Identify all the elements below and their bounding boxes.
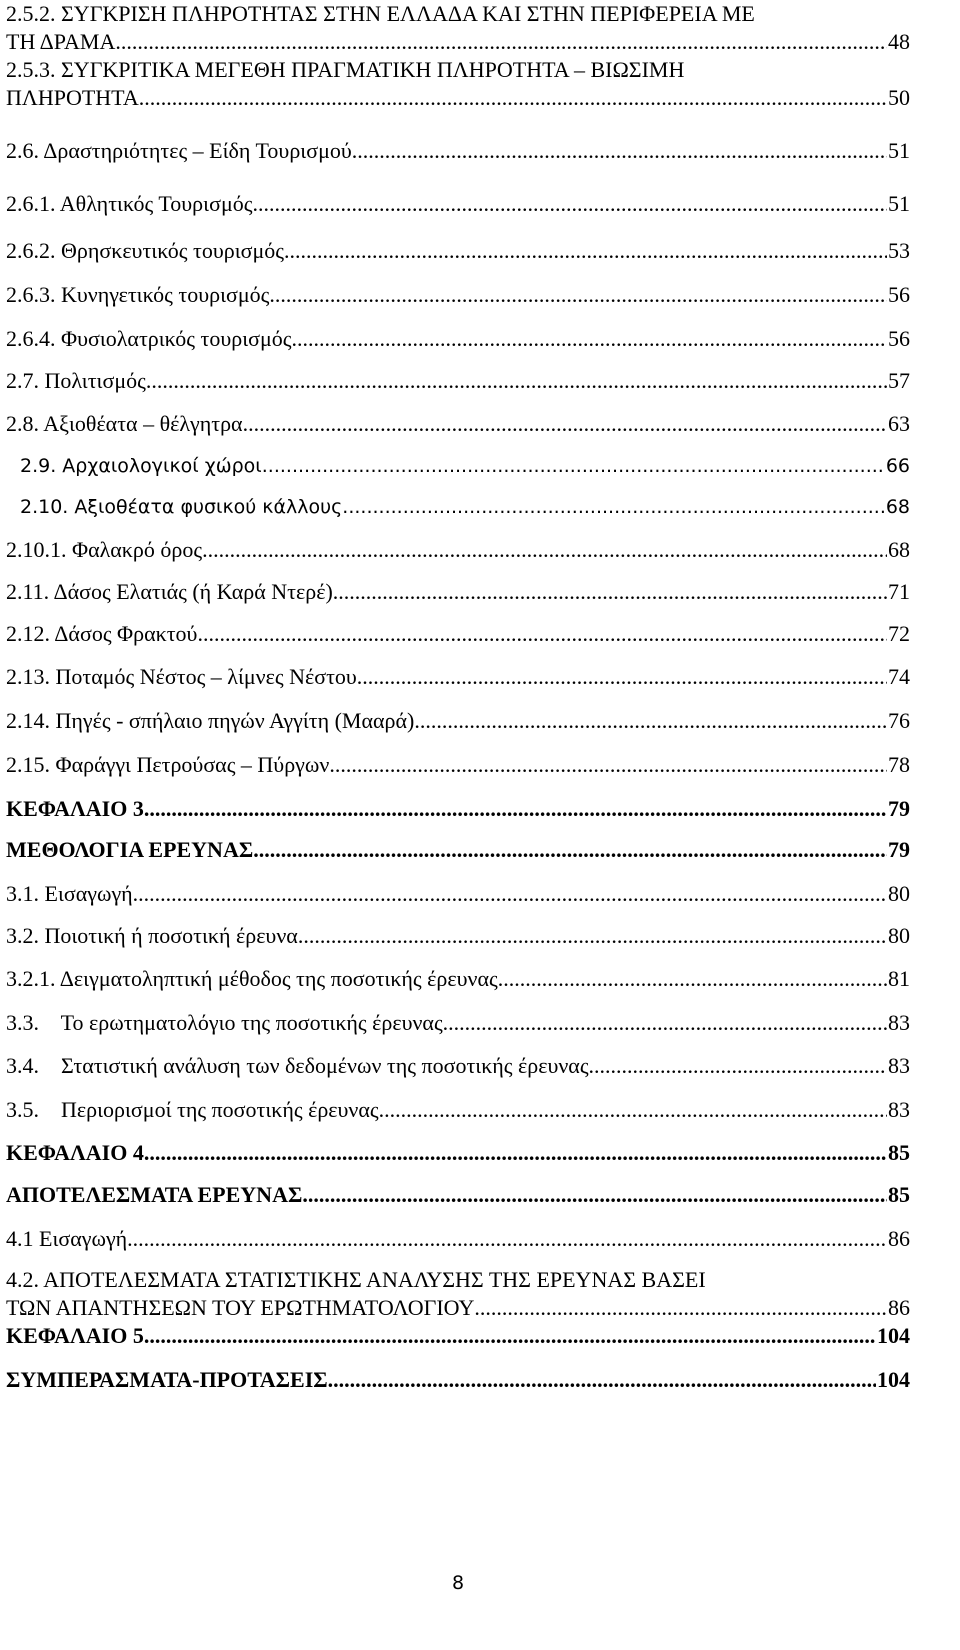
toc-entry[interactable]: [20, 452, 910, 480]
toc-entry-title-line1: 2.5.2. ΣΥΓΚΡΙΣΗ ΠΛΗΡΟΤΗΤΑΣ ΣΤΗΝ ΕΛΛΑΔΑ ΚΑΙ ΣΤΗΝ ΠΕΡΙΦΕΡΕΙΑ ΜΕ: [6, 1, 755, 26]
dot-leader: [589, 1052, 887, 1080]
toc-entry-line: [6, 1181, 910, 1209]
toc-entry-line: [6, 578, 910, 606]
toc-entry-title: 2.10.1. Φαλακρό όρος: [6, 537, 203, 562]
toc-entry-title: ΑΠΟΤΕΛΕΣΜΑΤΑ ΕΡΕΥΝΑΣ: [6, 1182, 303, 1207]
toc-entry-page: 50: [888, 85, 910, 110]
page-number: 8: [451, 1572, 465, 1594]
toc-entry[interactable]: [6, 190, 910, 218]
toc-entry-title: 4.1 Εισαγωγή: [6, 1226, 128, 1251]
toc-entry[interactable]: [6, 751, 910, 779]
toc-entry-page: 48: [888, 29, 910, 54]
toc-entry[interactable]: [6, 325, 910, 353]
toc-entry-page: 79: [888, 796, 910, 821]
toc-entry-line: [6, 28, 910, 56]
dot-leader: [115, 28, 887, 56]
toc-entry-line: [6, 325, 910, 353]
toc-entry-title: 3.5. Περιορισμοί της ποσοτικής έρευνας: [6, 1097, 379, 1122]
toc-entry-page: 78: [888, 752, 910, 777]
toc-entry-page: 53: [888, 238, 910, 263]
dot-leader: [144, 1322, 876, 1350]
dot-leader: [443, 1009, 887, 1037]
toc-entry-page: 56: [888, 326, 910, 351]
toc-entry-page: 81: [888, 966, 910, 991]
dot-leader: [292, 325, 888, 353]
toc-entry-title: 2.14. Πηγές - σπήλαιο πηγών Αγγίτη (Μααρά): [6, 708, 415, 733]
toc-entry[interactable]: [6, 707, 910, 735]
toc-entry-page: 74: [888, 664, 910, 689]
toc-entry[interactable]: [6, 663, 910, 691]
toc-entry-title: ΚΕΦΑΛΑΙΟ 5: [6, 1323, 144, 1348]
toc-entry-title: ΚΕΦΑΛΑΙΟ 3: [6, 796, 144, 821]
toc-entry-line: [6, 137, 910, 165]
toc-entry-line: [6, 1139, 910, 1167]
dot-leader: [284, 237, 887, 265]
toc-entry-title: ΚΕΦΑΛΑΙΟ 4: [6, 1140, 144, 1165]
dot-leader: [262, 452, 885, 480]
toc-entry-title: 3.2.1. Δειγματοληπτική μέθοδος της ποσοτικής έρευνας: [6, 966, 498, 991]
toc-entry[interactable]: [6, 1009, 910, 1037]
dot-leader: [414, 707, 887, 735]
toc-entry-title: ΜΕΘΟΛΟΓΙΑ ΕΡΕΥΝΑΣ: [6, 837, 254, 862]
toc-entry-title: 2.6.3. Κυνηγετικός τουρισμός: [6, 282, 270, 307]
toc-entry-title: 3.3. Το ερωτηματολόγιο της ποσοτικής έρευνας: [6, 1010, 443, 1035]
toc-entry-line: [6, 536, 910, 564]
toc-entry-line: [6, 707, 910, 735]
toc-entry[interactable]: [6, 56, 910, 112]
dot-leader: [252, 190, 887, 218]
toc-entry-page: 83: [888, 1010, 910, 1035]
toc-entry-title: 2.6. Δραστηριότητες – Είδη Τουρισμού: [6, 138, 352, 163]
toc-entry-line: [6, 1225, 910, 1253]
toc-entry[interactable]: [6, 1052, 910, 1080]
toc-entry-title: 2.7. Πολιτισμός: [6, 368, 146, 393]
dot-leader: [243, 410, 887, 438]
toc-entry-line: [6, 237, 910, 265]
dot-leader: [253, 836, 887, 864]
toc-entry-line: [6, 795, 910, 823]
toc-entry-page: 51: [888, 191, 910, 216]
dot-leader: [379, 1096, 887, 1124]
dot-leader: [328, 1366, 876, 1394]
toc-entry-line: [6, 965, 910, 993]
toc-entry-line: [6, 410, 910, 438]
toc-entry-page: 68: [885, 496, 910, 518]
toc-entry-page: 86: [888, 1295, 910, 1320]
toc-entry-title: 3.4. Στατιστική ανάλυση των δεδομένων της ποσοτικής έρευνας: [6, 1053, 589, 1078]
toc-entry-page: 85: [888, 1182, 910, 1207]
toc-entry-page: 63: [888, 411, 910, 436]
toc-entry-title: 2.12. Δάσος Φρακτού: [6, 621, 198, 646]
toc-entry-title-line1: 4.2. ΑΠΟΤΕΛΕΣΜΑΤΑ ΣΤΑΤΙΣΤΙΚΗΣ ΑΝΑΛΥΣΗΣ ΤΗΣ ΕΡΕΥΝΑΣ ΒΑΣΕΙ: [6, 1267, 706, 1292]
toc-entry-page: 83: [888, 1097, 910, 1122]
toc-entry-line: [6, 1009, 910, 1037]
toc-entry[interactable]: [6, 1139, 910, 1167]
toc-entry-title: ΤΩΝ ΑΠΑΝΤΗΣΕΩΝ ΤΟΥ ΕΡΩΤΗΜΑΤΟΛΟΓΙΟΥ: [6, 1295, 475, 1320]
toc-entry-line: [6, 836, 910, 864]
toc-entry-title-line1: 2.5.3. ΣΥΓΚΡΙΤΙΚΑ ΜΕΓΕΘΗ ΠΡΑΓΜΑΤΙΚΗ ΠΛΗΡΟΤΗΤΑ – ΒΙΩΣΙΜΗ: [6, 57, 685, 82]
dot-leader: [146, 367, 887, 395]
toc-entry-title: 2.6.2. Θρησκευτικός τουρισμός: [6, 238, 285, 263]
toc-entry-title: 2.9. Αρχαιολογικοί χώροι: [20, 455, 262, 477]
toc-entry-line: [6, 367, 910, 395]
toc-entry-title: ΤΗ ΔΡΑΜΑ: [6, 29, 116, 54]
toc-entry-title: 2.10. Αξιοθέατα φυσικού κάλλους: [20, 496, 343, 518]
toc-entry-title: 2.11. Δάσος Ελατιάς (ή Καρά Ντερέ): [6, 579, 333, 604]
toc-entry-page: 71: [888, 579, 910, 604]
toc-entry-page: 86: [888, 1226, 910, 1251]
toc-entry-title: 2.15. Φαράγγι Πετρούσας – Πύργων.: [6, 752, 335, 777]
dot-leader: [269, 281, 887, 309]
toc-entry-line: [6, 880, 910, 908]
toc-entry-title: 2.8. Αξιοθέατα – θέλγητρα: [6, 411, 243, 436]
dot-leader: [298, 922, 887, 950]
toc-entry-page: 66: [885, 455, 910, 477]
dot-leader: [197, 620, 887, 648]
toc-entry[interactable]: [6, 836, 910, 864]
toc-entry-page: 57: [888, 368, 910, 393]
toc-entry[interactable]: [6, 578, 910, 606]
dot-leader: [302, 1181, 887, 1209]
dot-leader: [352, 137, 887, 165]
toc-entry-line: [6, 1052, 910, 1080]
toc-entry-line: [20, 493, 910, 521]
dot-leader: [474, 1294, 887, 1322]
toc-entry-line: [6, 1096, 910, 1124]
toc-entry-title: 2.6.1. Αθλητικός Τουρισμός: [6, 191, 253, 216]
toc-entry-line: [6, 1366, 910, 1394]
toc-entry[interactable]: [6, 965, 910, 993]
toc-entry-line: [6, 922, 910, 950]
toc-entry-line: [6, 620, 910, 648]
toc-entry[interactable]: [6, 367, 910, 395]
toc-entry-page: 104: [877, 1323, 910, 1348]
toc-entry-line: [20, 452, 910, 480]
toc-entry[interactable]: [6, 795, 910, 823]
dot-leader: [144, 795, 887, 823]
toc-entry[interactable]: [6, 1181, 910, 1209]
dot-leader: [357, 663, 887, 691]
toc-entry[interactable]: [6, 281, 910, 309]
toc-entry-line: [6, 190, 910, 218]
toc-entry-page: 51: [888, 138, 910, 163]
toc-entry-page: 72: [888, 621, 910, 646]
toc-entry-page: 79: [888, 837, 910, 862]
toc-entry[interactable]: [6, 410, 910, 438]
dot-leader: [144, 1139, 887, 1167]
toc-entry-title: 2.6.4. Φυσιολατρικός τουρισμός: [6, 326, 292, 351]
toc-entry-line: [6, 1322, 910, 1350]
toc-entry[interactable]: [6, 1366, 910, 1394]
toc-entry-page: 104: [877, 1367, 910, 1392]
toc-entry-line: [6, 663, 910, 691]
toc-entry[interactable]: [6, 0, 910, 56]
dot-leader: [342, 493, 885, 521]
toc-entry[interactable]: [6, 536, 910, 564]
toc-entry-title: ΣΥΜΠΕΡΑΣΜΑΤΑ-ΠΡΟΤΑΣΕΙΣ: [6, 1367, 328, 1392]
toc-entry[interactable]: [20, 493, 910, 521]
toc-entry[interactable]: [6, 1322, 910, 1350]
toc-entry[interactable]: [6, 620, 910, 648]
toc-entry-title: 3.1. Εισαγωγή: [6, 881, 133, 906]
toc-entry[interactable]: [6, 922, 910, 950]
toc-entry-line: [6, 84, 910, 112]
toc-entry-line: [6, 1294, 910, 1322]
dot-leader: [202, 536, 887, 564]
toc-entry[interactable]: [6, 880, 910, 908]
dot-leader: [498, 965, 887, 993]
toc-entry-line: [6, 751, 910, 779]
toc-entry-page: 56: [888, 282, 910, 307]
toc-entry[interactable]: [6, 1096, 910, 1124]
toc-entry-title: 2.13. Ποταμός Νέστος – λίμνες Νέστου: [6, 664, 357, 689]
toc-entry-page: 76: [888, 708, 910, 733]
dot-leader: [335, 751, 887, 779]
dot-leader: [139, 84, 887, 112]
toc-entry[interactable]: [6, 137, 910, 165]
dot-leader: [127, 1225, 887, 1253]
toc-entry-page: 80: [888, 923, 910, 948]
toc-entry-title: 3.2. Ποιοτική ή ποσοτική έρευνα: [6, 923, 298, 948]
toc-entry-page: 85: [888, 1140, 910, 1165]
dot-leader: [333, 578, 887, 606]
toc-entry[interactable]: [6, 1225, 910, 1253]
toc-entry-line: [6, 281, 910, 309]
toc-entry-page: 68: [888, 537, 910, 562]
toc-entry[interactable]: [6, 237, 910, 265]
toc-entry-title: ΠΛΗΡΟΤΗΤΑ: [6, 85, 139, 110]
toc-entry-page: 80: [888, 881, 910, 906]
toc-entry-page: 83: [888, 1053, 910, 1078]
toc-entry[interactable]: [6, 1266, 910, 1322]
dot-leader: [133, 880, 887, 908]
